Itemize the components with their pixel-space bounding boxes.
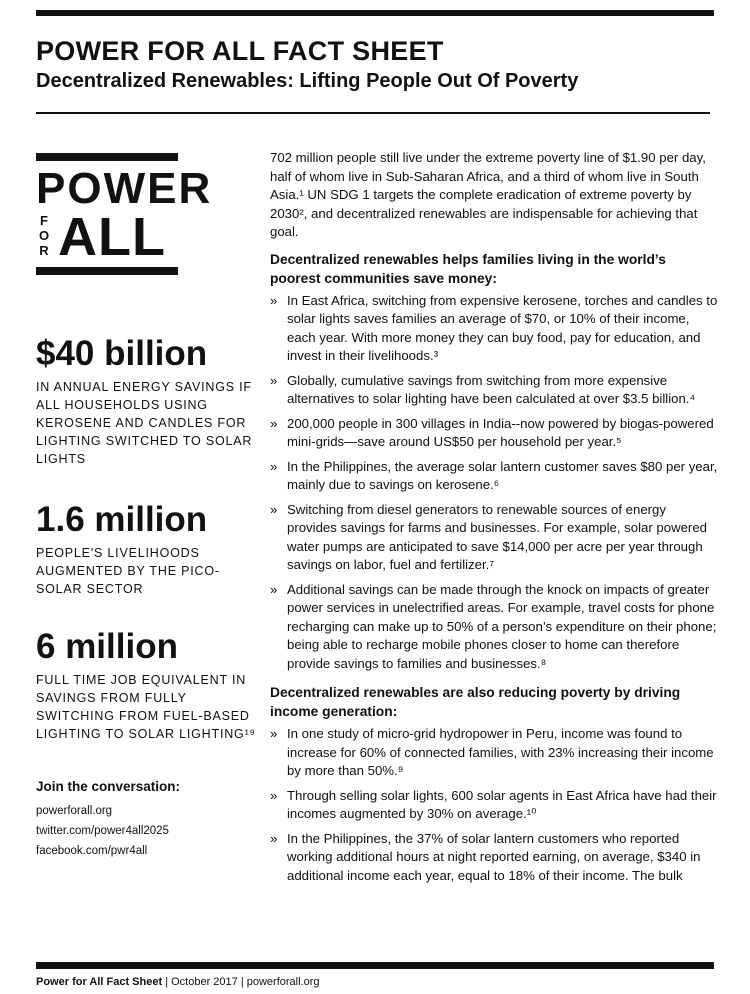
join-conversation <box>36 777 266 861</box>
list-item-text: Globally, cumulative savings from switching from more expensive alternatives to solar lighting have been calculated at over $3.5 billion.⁴ <box>287 372 696 406</box>
footer-site: powerforall.org <box>246 976 320 988</box>
bullet-marker: » <box>270 372 278 388</box>
main-content <box>270 149 718 895</box>
page-subtitle: Decentralized Renewables: Lifting People Out Of Poverty <box>36 70 579 92</box>
list-item-text: Switching from diesel generators to renewable sources of energy provides savings for farms and businesses. For example, solar powered water pumps are anticipated to save $14,000 per acre per year through savings on labor, fuel and fertilizer.⁷ <box>287 501 707 572</box>
list-item <box>270 725 718 781</box>
bullet-marker: » <box>270 581 278 597</box>
bullet-marker: » <box>270 458 278 474</box>
intro-paragraph: 702 million people still live under the extreme poverty line of $1.90 per day, half of whom live in Sub-Saharan Africa, and a third of whom live in South Asia.¹ UN SDG 1 targets the complete eradication of extreme poverty by 2030², and decentralized renewables are indispensable for achieving that goal. <box>270 150 706 239</box>
stat-label: IN ANNUAL ENERGY SAVINGS IF ALL HOUSEHOLDS USING KEROSENE AND CANDLES FOR LIGHTING SWITCHED TO SOLAR LIGHTS <box>36 380 253 466</box>
list-item-text: 200,000 people in 300 villages in India--now powered by biogas-powered mini-grids—save around US$50 per household per year.⁵ <box>287 415 714 449</box>
footer <box>36 975 320 989</box>
footer-separator: | <box>165 976 169 988</box>
header-divider <box>36 112 710 114</box>
list-item-text: In one study of micro-grid hydropower in Peru, income was found to increase for 60% of connected families, with 23% increasing their income by more than 50%.⁹ <box>287 726 714 778</box>
footer-name: Power for All Fact Sheet <box>36 976 163 988</box>
page-title: POWER FOR ALL FACT SHEET <box>36 36 444 66</box>
stat-jobs <box>36 627 266 743</box>
stat-livelihoods <box>36 500 266 598</box>
footer-date: October 2017 <box>171 976 238 988</box>
section-title-savings: Decentralized renewables helps families living in the world’s poorest communities save money: <box>270 251 666 286</box>
logo-top-bar <box>36 153 178 161</box>
logo-all-text: ALL <box>58 207 166 267</box>
bullet-marker: » <box>270 415 278 431</box>
list-item <box>270 581 718 674</box>
logo-for-text <box>36 213 52 258</box>
top-rule <box>36 10 714 16</box>
join-title: Join the conversation: <box>36 779 181 794</box>
list-item-text: In the Philippines, the 37% of solar lantern customers who reported working additional hours at night reported earning, on average, $340 in additional income each year, equal to 18% of their income. The bulk <box>287 830 701 883</box>
list-item <box>270 292 718 366</box>
list-item <box>270 372 718 409</box>
logo-for-letter: R <box>39 243 49 258</box>
bullet-marker: » <box>270 501 278 517</box>
logo-bottom-bar <box>36 267 178 275</box>
twitter-link[interactable]: twitter.com/power4all2025 <box>36 825 169 837</box>
logo-power-text: POWER <box>36 164 213 213</box>
website-link[interactable]: powerforall.org <box>36 805 113 817</box>
stat-label: FULL TIME JOB EQUIVALENT IN SAVINGS FROM FULLY SWITCHING FROM FUEL-BASED LIGHTING TO SOLAR LIGHTING¹⁹ <box>36 673 256 741</box>
stat-value: 1.6 million <box>36 500 208 539</box>
list-item-text: Additional savings can be made through the knock on impacts of greater power services in unelectrified areas. For example, travel costs for phone recharging can make up to 50% of a person’s expenditure on their phone; being able to recharge mobile phones closer to home can therefore provide savings to families and businesses.⁸ <box>287 581 717 671</box>
bullet-marker: » <box>270 787 278 803</box>
bullet-marker: » <box>270 292 278 308</box>
power-for-all-logo <box>36 153 213 275</box>
section-title-income: Decentralized renewables are also reducing poverty by driving income generation: <box>270 685 681 719</box>
footer-rule <box>36 962 714 969</box>
bullet-marker: » <box>270 830 278 846</box>
list-item-text: In the Philippines, the average solar lantern customer saves $80 per year, mainly due to savings on kerosene.⁶ <box>287 458 718 492</box>
footer-separator: | <box>240 976 244 988</box>
list-item <box>270 458 718 495</box>
savings-list <box>270 292 718 674</box>
list-item <box>270 830 718 886</box>
list-item <box>270 415 718 452</box>
logo-for-letter: O <box>38 228 50 243</box>
list-item <box>270 501 718 575</box>
list-item <box>270 787 718 824</box>
stat-energy-savings <box>36 334 266 468</box>
bullet-marker: » <box>270 726 278 741</box>
logo-for-letter: F <box>40 213 48 228</box>
stat-label: PEOPLE'S LIVELIHOODS AUGMENTED BY THE PICO-SOLAR SECTOR <box>36 546 220 596</box>
stat-value: 6 million <box>36 627 178 666</box>
stat-value: $40 billion <box>36 334 208 373</box>
list-item-text: Through selling solar lights, 600 solar agents in East Africa have had their incomes augmented by 30% on average.¹⁰ <box>287 787 717 821</box>
income-list <box>270 725 718 885</box>
facebook-link[interactable]: facebook.com/pwr4all <box>36 845 148 857</box>
list-item-text: In East Africa, switching from expensive kerosene, torches and candles to solar lights saves families an average of $70, or 10% of their income, each year. With more money they can buy food, pay for education, and invest in their livelihoods.³ <box>287 292 718 363</box>
